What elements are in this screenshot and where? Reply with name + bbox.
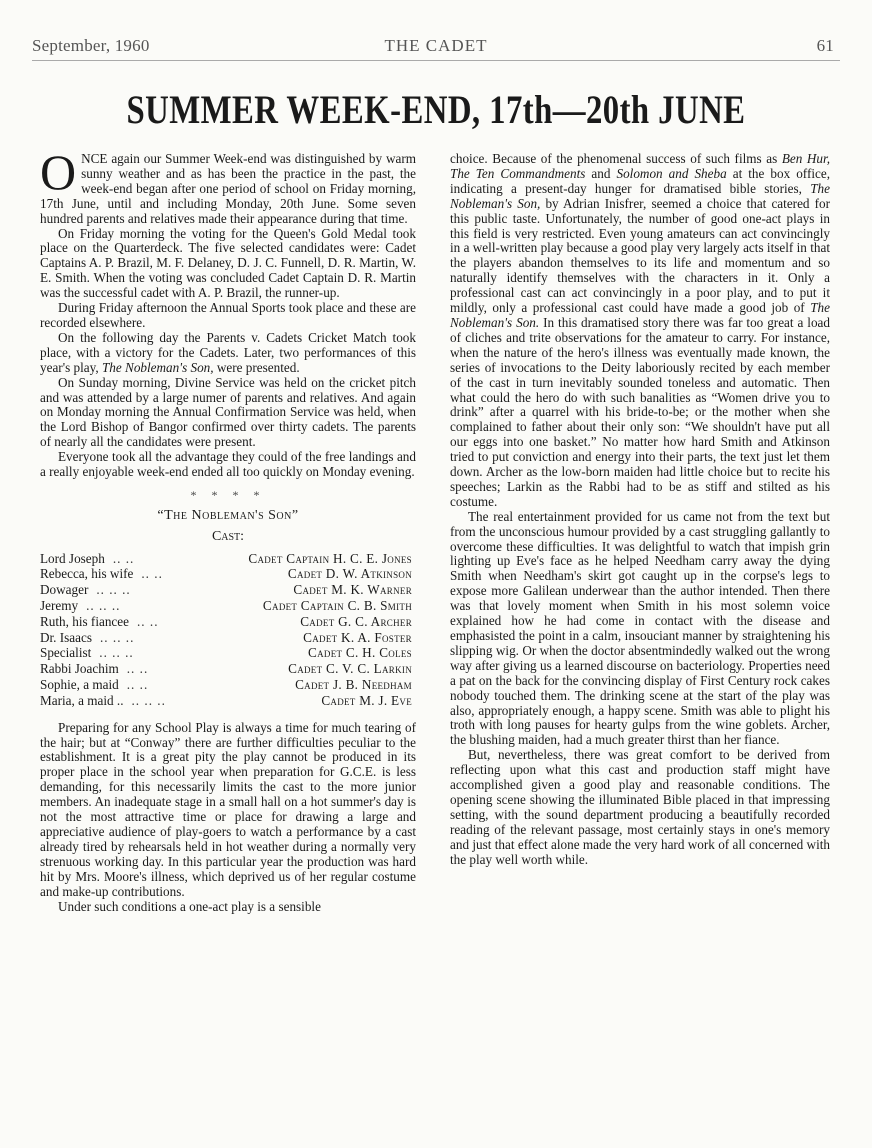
play-title: “The Nobleman's Son” bbox=[157, 507, 299, 523]
cast-row: Ruth, his fiancee .. .. Cadet G. C. Archer bbox=[40, 613, 412, 629]
paragraph-cricket: On the following day the Parents v. Cadets Cricket Match took place, with a victory for the Cadets. Later, two performances of this year's play, The Nobleman's Son, were presented. bbox=[40, 329, 416, 375]
paragraph-play-choice: choice. Because of the phenomenal success of such films as Ben Hur, The Ten Commandments and Solomon and Sheba at the box office, indicating a present-day hunger for dramatised bible stories, The Nobleman's Son, by Adrian Inisfrer, seemed a choice that catered for this public taste. Unfortunately, the number of good one-act plays in this field is very restricted. Even young amateurs can act convincingly in a well-written play because a good play very largely acts itself in that the players abandon themselves to its life and momentum and so naturally identify themselves with the characters in it. Only a professional cast can act convincingly in a poor play, and to put it mildly, only a professional cast could have made a good job of The Nobleman's Son. In this dramatised story there was far too great a load of cliches and trite observations for the amateur to carry. For instance, when the nature of the hero's illness was eventually made known, the series of invocations to the Deity laboriously recited by each member of the cast in turn inevitably sounded toneless and automatic. Then what could the hero do with such banalities as “Women drive you to drink” after a quarrel with his bride-to-be; or the mother when she complained to father about their only son: “We shouldn't have put all our eggs into one basket.” No matter how hard Smith and Atkinson tried to put conviction and energy into their parts, the text just let them down. Archer as the low-born maiden had little choice but to recite his speeches; Larkin as the Rabbi had to be as stiff and stilted as his costume. bbox=[450, 151, 831, 509]
section-stars: * * * * bbox=[190, 487, 266, 502]
page-number: 61 bbox=[816, 36, 834, 55]
cast-row: Rebecca, his wife .. .. Cadet D. W. Atkinson bbox=[40, 566, 412, 582]
issue-date: September, 1960 bbox=[32, 36, 150, 55]
paragraph-review-conditions: Under such conditions a one-act play is a sensible bbox=[58, 898, 321, 914]
cast-row: Dr. Isaacs .. .. .. Cadet K. A. Foster bbox=[40, 629, 412, 645]
left-column bbox=[40, 144, 416, 914]
cast-row: Sophie, a maid .. .. Cadet J. B. Needham bbox=[40, 677, 412, 693]
article-title: SUMMER WEEK-END, 17th—20th JUNE bbox=[126, 87, 746, 132]
cast-row: Rabbi Joachim .. .. Cadet C. V. C. Larkin bbox=[40, 661, 412, 677]
cast-row: Lord Joseph .. .. Cadet Captain H. C. E. Jones bbox=[40, 550, 412, 566]
right-column bbox=[450, 152, 830, 868]
paragraph-conclusion: But, nevertheless, there was great comfort to be derived from reflecting upon what this cast and production staff might have accomplished given a good play and reasonable conditions. The opening scene showing the illuminated Bible placed in that impressing setting, with the sound department producing a beautifully recorded reading of the relevant passage, most certainly stays in one's memory and just that effect alone made the very hard work of all concerned with the play well worth while. bbox=[450, 747, 830, 867]
cast-list bbox=[40, 551, 412, 709]
paragraph-sports: During Friday afternoon the Annual Sports took place and these are recorded elsewhere. bbox=[40, 300, 416, 330]
cast-row: Specialist .. .. .. Cadet C. H. Coles bbox=[40, 645, 412, 661]
magazine-name: THE CADET bbox=[384, 36, 488, 55]
drop-cap: O bbox=[40, 144, 77, 200]
cast-heading: Cast: bbox=[211, 528, 245, 544]
cast-row: Jeremy .. .. .. Cadet Captain C. B. Smith bbox=[40, 598, 412, 614]
paragraph-review-preparation: Preparing for any School Play is always a time for much tearing of the hair; but at “Conway” there are further difficulties peculiar to the establishment. It is a great pity the play cannot be produced in its proper place in the school year when preparation for G.C.E. is less demanding, for this necessarily limits the cast to the more junior members. An inadequate stage in a small hall on a hot summer's day is not the most attractive time or place for drawing a large and appreciative audience of play-goers to watch a performance by a cast already tired by rehearsals held in hot weather during a normally very strenuous working day. In this particular year the production was hard hit by Mrs. Moore's illness, which deprived us of her regular costume and make-up contributions. bbox=[40, 719, 416, 899]
header-rule bbox=[32, 60, 840, 61]
paragraph-week-end-close: Everyone took all the advantage they could of the free landings and a really enjoyable week-end ended all too quickly on Monday evening. bbox=[40, 449, 416, 480]
cast-row: Maria, a maid .. .. .. .. Cadet M. J. Eve bbox=[40, 692, 412, 708]
paragraph-divine-service: On Sunday morning, Divine Service was held on the cricket pitch and was attended by a large numer of parents and relatives. And again on Monday morning the Annual Confirmation Service was held, when the Lord Bishop of Bangor confirmed over thirty cadets. The parents of nearly all the candidates were present. bbox=[40, 374, 416, 450]
paragraph-gold-medal: On Friday morning the voting for the Queen's Gold Medal took place on the Quarterdeck. The five selected candidates were: Cadet Captains A. P. Brazil, M. F. Delaney, D. J. C. Funnell, D. R. Martin, W. E. Smith. When the voting was concluded Cadet Captain D. R. Martin was the successful cadet with A. P. Brazil, the runner-up. bbox=[40, 225, 416, 301]
intro-paragraph: ONCE again our Summer Week-end was distinguished by warm sunny weather and as has been the practice in the past, the week-end began after one period of school on Friday morning, 17th June, until and including Monday, 20th June. Some seven hundred parents and relatives made their appearance during that time. bbox=[40, 144, 416, 226]
paragraph-real-entertainment: The real entertainment provided for us came not from the text but from the unconscious humour provided by a cast struggling gallantly to overcome these difficulties. It was delightful to watch that impish grin lighting up Eve's face as he helped Needham carry away the dying Smith when Needham's skirt got caught up in the corpse's legs to expose more Galilean underwear than the author intended. Then there was that lovely moment when Smith in his most solemn voice explained how he had come in contact with the disease and emphasisted the point in a calm, insouciant manner by straightening his slipping wig. Or when the doctor absentmindedly walked out the wrong way after giving us a learned discourse on bacteriology. Properties need a pat on the back for the convincing display of First Century rock cakes nobody touched them. The drinking scene at the start of the play was also, appropriately enough, a happy scene. Smith was able to plight his troth with long pauses for hearty gulps from the wine goblets. Archer, the blushing maiden, had a much greater thirst than her fiance. bbox=[450, 508, 830, 748]
cast-row: Dowager .. .. .. Cadet M. K. Warner bbox=[40, 582, 412, 598]
